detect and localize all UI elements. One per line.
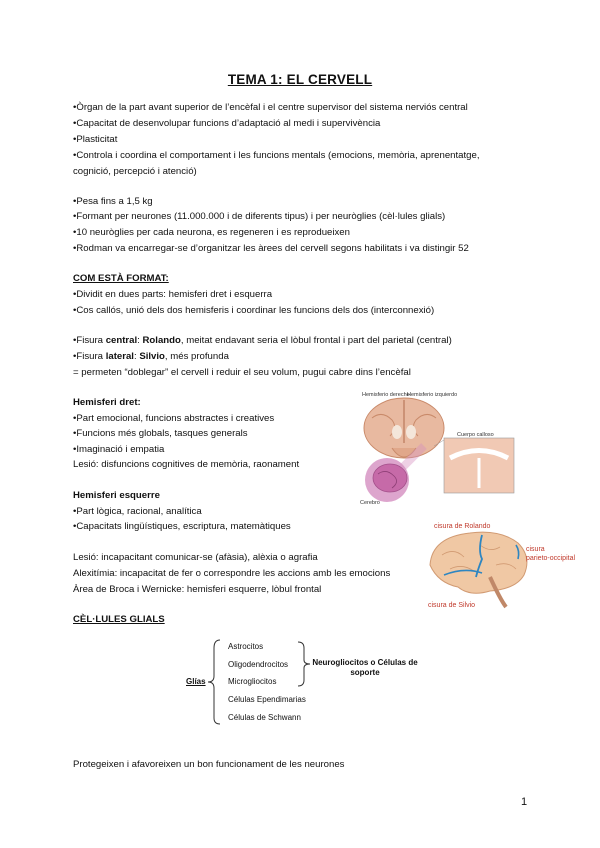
right-hemisphere-line: •Part emocional, funcions abstractes i creatives — [73, 413, 275, 424]
section-heading-glial: CÈL·LULES GLIALS — [73, 614, 165, 625]
lesion-note: Àrea de Broca i Wernicke: hemisferi esquerre, lòbul frontal — [73, 584, 322, 595]
lesion-note: Lesió: incapacitant comunicar-se (afàsia), alèxia o agrafia — [73, 552, 318, 563]
page-number: 1 — [521, 796, 528, 808]
intro-line: cognició, percepció i atenció) — [73, 166, 197, 177]
label-left-hemisphere: Hemisferio izquierdo — [407, 392, 458, 398]
fact-line: •10 neuròglies per cada neurona, es regeneren i es reprodueixen — [73, 227, 350, 238]
fissure-lateral-line: •Fisura lateral: Silvio, més profunda — [73, 351, 229, 362]
section-heading-right-hemisphere: Hemisferi dret: — [73, 397, 141, 408]
intro-line: •Capacitat de desenvolupar funcions d’adaptació al medi i supervivència — [73, 118, 381, 129]
format-result-line: = permeten “doblegar” el cervell i reduir el seu volum, pugui cabre dins l’encèfal — [73, 367, 411, 378]
fact-line: •Formant per neurones (11.000.000 i de diferents tipus) i per neuròglies (cèl·lules glials) — [73, 211, 446, 222]
fissure-central-line: •Fisura central: Rolando, meitat endavant seria el lòbul frontal i part del parietal (central) — [73, 335, 452, 346]
glial-cells-diagram — [184, 636, 424, 728]
right-hemisphere-line: •Funcions més globals, tasques generals — [73, 428, 248, 439]
fact-line: •Rodman va encarregar-se d’organitzar les àrees del cervell segons habilitats i va distingir 52 — [73, 243, 469, 254]
label-parieto-occipital: cisura parieto-occipital — [526, 546, 576, 562]
label-right-hemisphere: Hemisferio derecho — [362, 392, 410, 398]
label-rolando: cisura de Rolando — [434, 523, 491, 530]
right-hemisphere-line: •Imaginació i empatia — [73, 444, 165, 455]
glial-root-label: Glías — [186, 677, 206, 686]
glial-group-label: Neurogliocitos o Células de soporte — [312, 658, 418, 677]
closing-line: Protegeixen i afavoreixen un bon funcionament de les neurones — [73, 759, 345, 770]
format-line: •Cos callós, unió dels dos hemisferis i coordinar les funcions dels dos (interconnexió) — [73, 305, 435, 316]
intro-line: •Òrgan de la part avant superior de l’encèfal i el centre supervisor del sistema nerviós central — [73, 102, 468, 113]
glial-item: Oligodendrocitos — [228, 660, 289, 669]
left-hemisphere-line: •Capacitats lingüístiques, escriptura, matemàtiques — [73, 521, 291, 532]
lesion-note: Alexitímia: incapacitat de fer o correspondre les accions amb les emocions — [73, 568, 391, 579]
label-silvio: cisura de Silvio — [428, 602, 476, 609]
glial-item: Células Ependimarias — [228, 695, 306, 704]
section-heading-format: COM ESTÀ FORMAT: — [73, 273, 169, 284]
page-title: TEMA 1: EL CERVELL — [227, 72, 373, 87]
right-hemisphere-line: Lesió: disfuncions cognitives de memòria, raonament — [73, 459, 300, 470]
left-hemisphere-line: •Part lògica, racional, analítica — [73, 506, 202, 517]
glial-item: Células de Schwann — [228, 713, 301, 722]
brain-cross-section-figure — [342, 388, 517, 506]
format-line: •Dividit en dues parts: hemisferi dret i esquerra — [73, 289, 273, 300]
brain-lateral-figure — [420, 517, 580, 612]
fact-line: •Pesa fins a 1,5 kg — [73, 196, 153, 207]
label-corpus-callosum: Cuerpo calloso — [457, 432, 494, 438]
label-brain: Cerebro — [360, 500, 380, 506]
glial-item: Microgliocitos — [228, 677, 277, 686]
intro-line: •Plasticitat — [73, 134, 118, 145]
intro-line: •Controla i coordina el comportament i les funcions mentals (emocions, memòria, aprenentatge, — [73, 150, 480, 161]
section-heading-left-hemisphere: Hemisferi esquerre — [73, 490, 160, 501]
glial-item: Astrocitos — [228, 642, 264, 651]
